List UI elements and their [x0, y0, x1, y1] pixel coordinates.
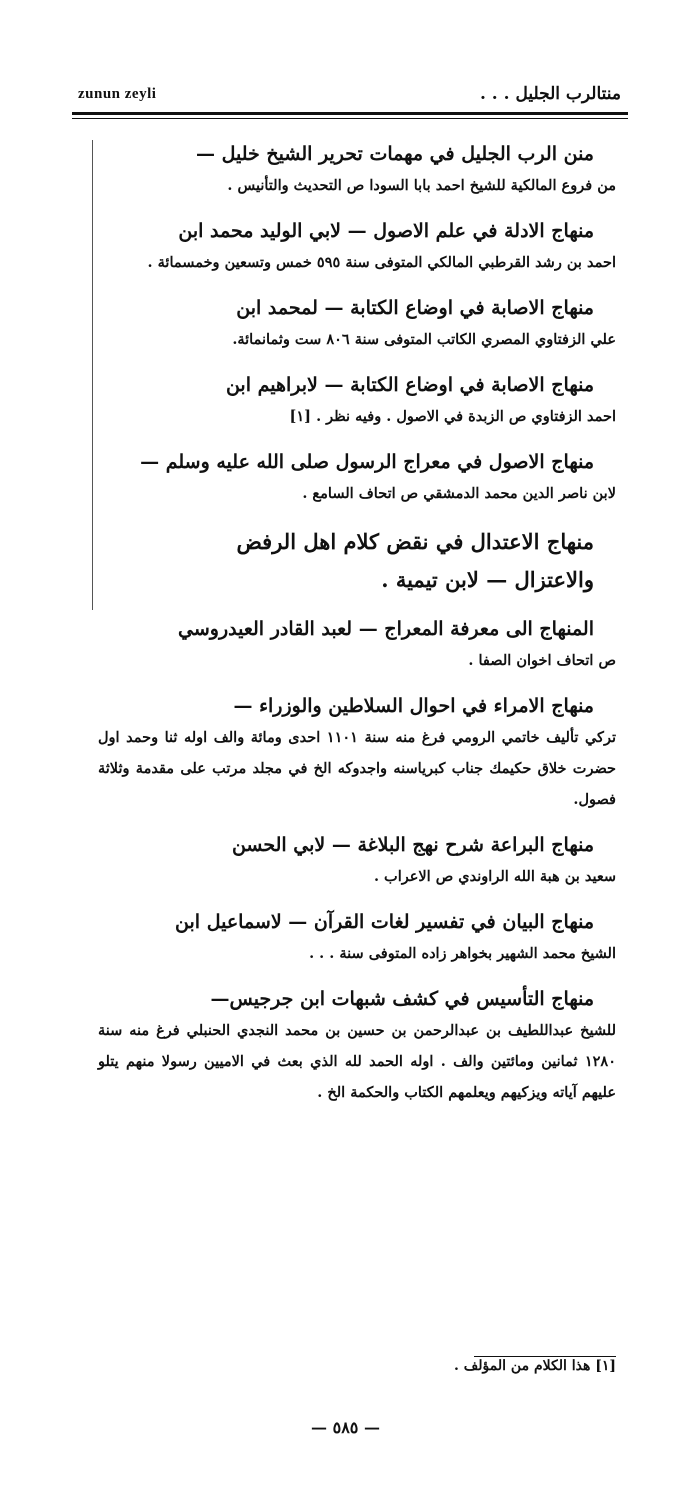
- entry: [98, 613, 616, 676]
- margin-line: [92, 140, 93, 610]
- entry: [98, 446, 616, 509]
- entry-title: المنهاج الى معرفة المعراج — لعبد القادر العيدروسي: [178, 618, 594, 640]
- entry: [98, 138, 616, 201]
- entry-desc: من فروع المالكية للشيخ احمد بابا السودا ص التحديث والتأنيس .: [227, 177, 616, 194]
- entry-desc: احمد الزفتاوي ص الزبدة في الاصول . وفيه نظر . [١]: [289, 408, 616, 425]
- entry: [98, 983, 616, 1108]
- entry-title: منهاج الاصول في معراج الرسول صلى الله عليه وسلم —: [140, 451, 594, 473]
- header-rule-thick: [72, 112, 628, 115]
- entry-title: منهاج البيان في تفسير لغات القرآن — لاسماعيل ابن: [175, 911, 594, 933]
- entry: [98, 292, 616, 355]
- entries-body: [98, 138, 616, 1122]
- entry: [98, 215, 616, 278]
- entry-title: منهاج الادلة في علم الاصول — لابي الوليد محمد ابن: [178, 220, 594, 242]
- running-header-right: منتالرب الجليل . . .: [479, 84, 621, 104]
- entry-desc: الشيخ محمد الشهير بخواهر زاده المتوفى سنة . . .: [309, 945, 616, 962]
- footnote-rule: [474, 1356, 616, 1357]
- entry-desc: والاعتزال — لابن تيمية .: [381, 567, 594, 592]
- running-header-left: zunun zeyli: [78, 86, 157, 102]
- entry: [98, 829, 616, 892]
- entry-desc: سعيد بن هبة الله الراوندي ص الاعراب .: [373, 868, 616, 885]
- entry-title: منهاج الاصابة في اوضاع الكتابة — لابراهيم ابن: [225, 374, 594, 396]
- entry-desc: للشيخ عبداللطيف بن عبدالرحمن بن حسين بن محمد النجدي الحنبلي فرغ منه سنة ١٢٨٠ ثمانين ومائتين والف . اوله الحمد لله الذي بعث في الاميين رسولا منهم يتلو عليهم آياته ويزكيهم ويعلمهم الكتاب والحكمة الخ .: [98, 1022, 616, 1101]
- entry-title: منهاج الامراء في احوال السلاطين والوزراء —: [233, 695, 594, 717]
- page-number: — ٥٨٥ —: [311, 1418, 380, 1437]
- entry: [98, 523, 616, 599]
- entry: [98, 369, 616, 432]
- entry-desc: احمد بن رشد القرطبي المالكي المتوفى سنة ٥٩٥ خمس وتسعين وخمسمائة .: [147, 254, 616, 271]
- entry-desc: علي الزفتاوي المصري الكاتب المتوفى سنة ٨٠٦ ست وثمانمائة.: [232, 331, 616, 348]
- entry-title: منهاج البراعة شرح نهج البلاغة — لابي الحسن: [231, 834, 594, 856]
- entry-desc: تركي تأليف خاتمي الرومي فرغ منه سنة ١١٠١ احدى ومائة والف اوله ثنا وحمد اول حضرت خلاق حكيمك جناب كبرياسنه واجدوكه الخ في مجلد مرتب على مقدمة وثلاثة فصول.: [98, 729, 616, 808]
- entry-title: منهاج الاصابة في اوضاع الكتابة — لمحمد ابن: [236, 297, 594, 319]
- header-rule-thin: [72, 118, 628, 119]
- entry-desc: ص اتحاف اخوان الصفا .: [468, 652, 616, 669]
- entry-title: منن الرب الجليل في مهمات تحرير الشيخ خليل —: [196, 143, 594, 165]
- entry-desc: لابن ناصر الدين محمد الدمشقي ص اتحاف السامع .: [302, 485, 616, 502]
- entry-title: منهاج الاعتدال في نقض كلام اهل الرفض: [236, 529, 594, 554]
- footnote: [١] هذا الكلام من المؤلف .: [454, 1358, 616, 1374]
- entry-title: منهاج التأسيس في كشف شبهات ابن جرجيس—: [210, 988, 594, 1010]
- entry: [98, 906, 616, 969]
- entry: [98, 690, 616, 815]
